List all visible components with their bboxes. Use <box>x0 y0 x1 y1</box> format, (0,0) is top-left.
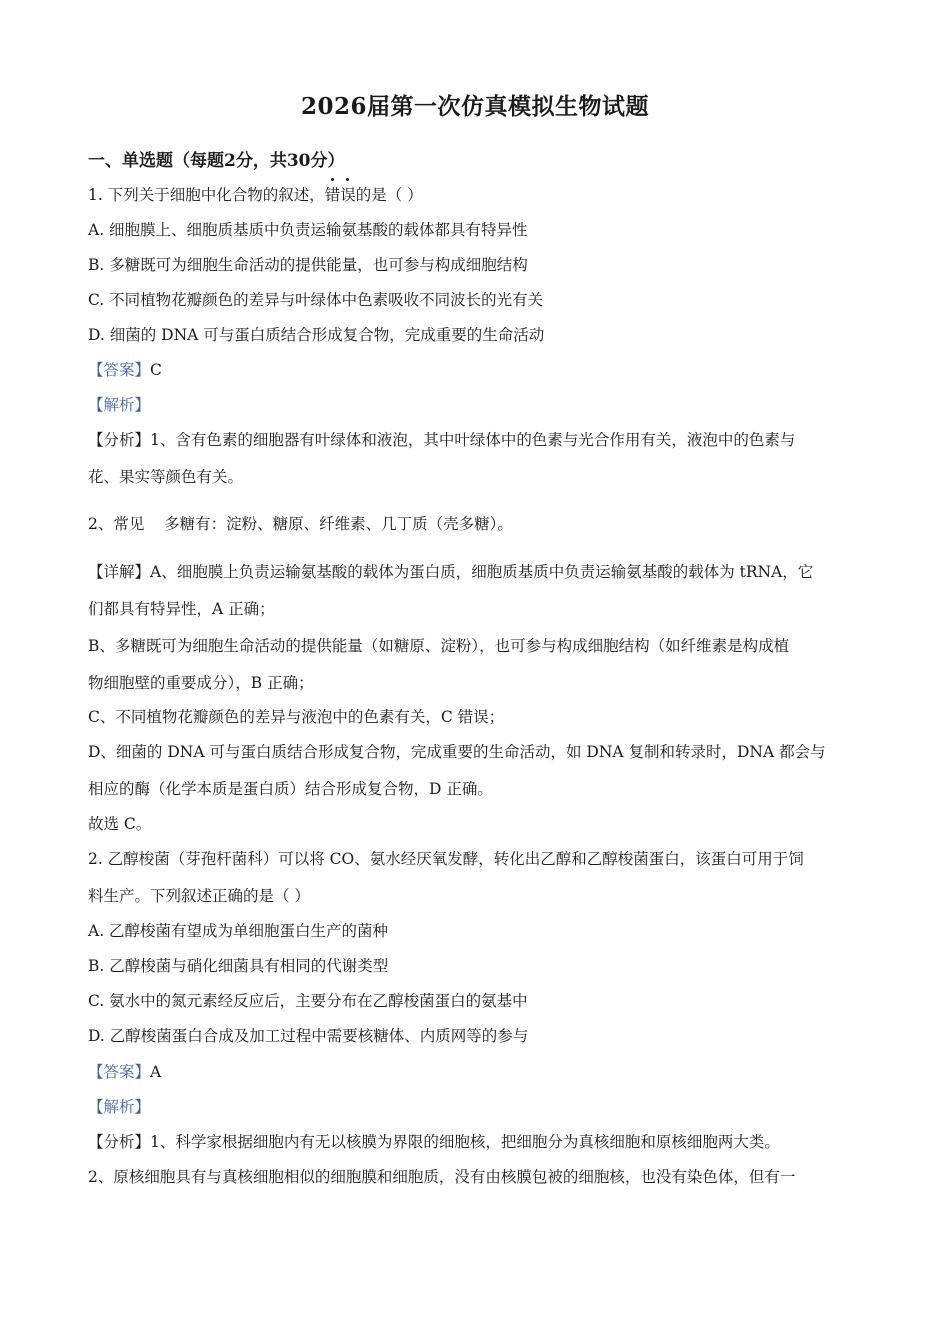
q2-option-b: B. 乙醇梭菌与硝化细菌具有相同的代谢类型 <box>88 957 389 975</box>
q1-fenxi-line-1: 【分析】1、含有色素的细胞器有叶绿体和液泡，其中叶绿体中的色素与光合作用有关，液泡中的色素与 <box>88 431 796 449</box>
q1-answer <box>88 360 162 380</box>
q2-answer-value: A <box>150 1063 162 1081</box>
q1-answer-label: 【答案】 <box>88 361 151 379</box>
page-title: 2026届第一次仿真模拟生物试题 <box>300 93 649 120</box>
q1-stem-post: 的是（ ） <box>355 186 423 204</box>
q1-conclusion: 故选 C。 <box>88 815 152 833</box>
q1-detail-line-1: 【详解】A、细胞膜上负责运输氨基酸的载体为蛋白质，细胞质基质中负责运输氨基酸的载体为 tRNA，它 <box>88 563 814 581</box>
q1-stem-pre: 1. 下列关于细胞中化合物的叙述， <box>88 186 325 204</box>
q1-answer-value: C <box>150 361 162 379</box>
q1-option-a: A. 细胞膜上、细胞质基质中负责运输氨基酸的载体都具有特异性 <box>88 221 528 239</box>
section-heading: 一、单选题（每题2分，共30分） <box>88 151 345 171</box>
q2-analysis-label: 【解析】 <box>88 1098 151 1116</box>
q2-option-a: A. 乙醇梭菌有望成为单细胞蛋白生产的菌种 <box>88 922 389 940</box>
q1-fenxi-line-2: 花、果实等颜色有关。 <box>88 468 244 486</box>
q1-fenxi-line-3: 2、常见 多糖有：淀粉、糖原、纤维素、几丁质（壳多糖）。 <box>88 515 513 533</box>
q2-stem-line-1: 2. 乙醇梭菌（芽孢杆菌科）可以将 CO、氨水经厌氧发酵，转化出乙醇和乙醇梭菌蛋白，该蛋白可用于饲 <box>88 850 804 868</box>
q1-option-c: C. 不同植物花瓣颜色的差异与叶绿体中色素吸收不同波长的光有关 <box>88 291 544 309</box>
q2-stem-line-2: 料生产。下列叙述正确的是（ ） <box>88 887 310 905</box>
q1-detail-line-3: B、多糖既可为细胞生命活动的提供能量（如糖原、淀粉），也可参与构成细胞结构（如纤维素是构成植 <box>88 637 790 655</box>
q1-option-b: B. 多糖既可为细胞生命活动的提供能量，也可参与构成细胞结构 <box>88 256 528 274</box>
q2-answer-label: 【答案】 <box>88 1063 151 1081</box>
q1-detail-line-6: D、细菌的 DNA 可与蛋白质结合形成复合物，完成重要的生命活动，如 DNA 复制和转录时，DNA 都会与 <box>88 743 826 761</box>
q1-detail-line-4: 物细胞壁的重要成分），B 正确； <box>88 674 314 692</box>
q1-stem <box>88 185 423 205</box>
q1-detail-line-2: 们都具有特异性，A 正确； <box>88 600 275 618</box>
q2-answer <box>88 1062 161 1082</box>
q1-detail-line-7: 相应的酶（化学本质是蛋白质）结合形成复合物，D 正确。 <box>88 780 493 798</box>
q1-detail-line-5: C、不同植物花瓣颜色的差异与液泡中的色素有关，C 错误； <box>88 708 505 726</box>
q1-stem-emphasis-2: 误 <box>340 186 356 204</box>
q2-fenxi-line-2: 2、原核细胞具有与真核细胞相似的细胞膜和细胞质，没有由核膜包被的细胞核，也没有染色体，但有一 <box>88 1168 796 1186</box>
q1-option-d: D. 细菌的 DNA 可与蛋白质结合形成复合物，完成重要的生命活动 <box>88 326 545 344</box>
q1-stem-emphasis-1: 错 <box>324 186 341 204</box>
q2-fenxi-line-1: 【分析】1、科学家根据细胞内有无以核膜为界限的细胞核，把细胞分为真核细胞和原核细胞两大类。 <box>88 1133 780 1151</box>
q2-option-d: D. 乙醇梭菌蛋白合成及加工过程中需要核糖体、内质网等的参与 <box>88 1027 529 1045</box>
q1-analysis-label: 【解析】 <box>88 396 151 414</box>
q2-option-c: C. 氨水中的氮元素经反应后，主要分布在乙醇梭菌蛋白的氨基中 <box>88 992 528 1010</box>
